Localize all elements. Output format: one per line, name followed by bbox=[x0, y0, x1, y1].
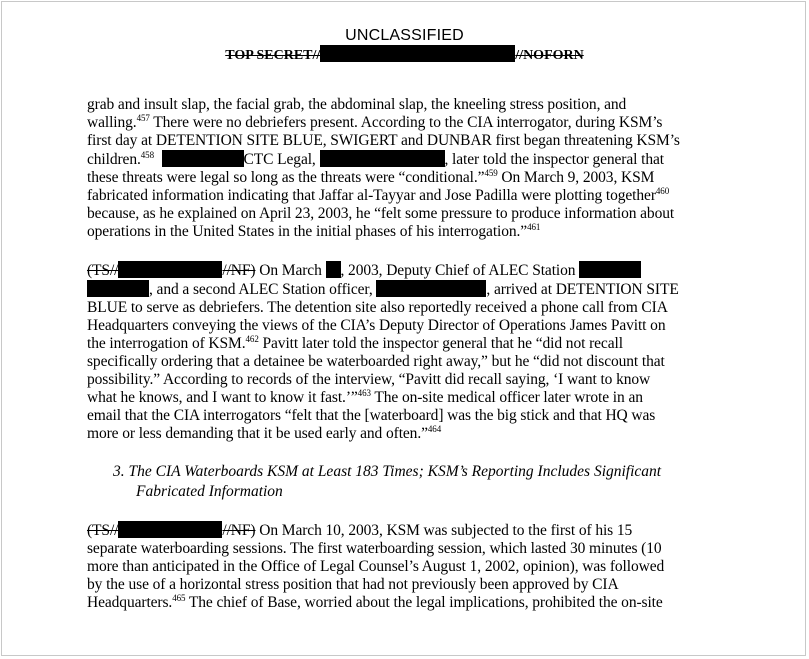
text-span: these threats were legal so long as the threats were “conditional.” bbox=[87, 169, 485, 186]
text-span: walling. bbox=[87, 114, 137, 131]
footnote-ref: 460 bbox=[655, 186, 670, 196]
text-line bbox=[87, 187, 727, 205]
text-line: first day at DETENTION SITE BLUE, SWIGERT and DUNBAR first began threatening KSM’s bbox=[87, 132, 680, 149]
redaction-block bbox=[118, 521, 222, 538]
text-line bbox=[87, 389, 727, 407]
heading-line: 3. The CIA Waterboards KSM at Least 183 Times; KSM’s Reporting Includes Significant bbox=[113, 463, 662, 480]
text-span: what he knows, and I want to know it fast.’” bbox=[87, 389, 358, 406]
text-span: fabricated information indicating that Jaffar al-Tayyar and Jose Padilla were plotting together bbox=[87, 187, 656, 204]
redaction-block bbox=[320, 150, 445, 167]
text-line bbox=[87, 594, 727, 612]
footnote-ref: 458 bbox=[140, 150, 154, 160]
text-line: BLUE to serve as debriefers. The detention site also reportedly received a phone call from CIA bbox=[87, 299, 668, 316]
text-span: On March 10, 2003, KSM was subjected to the first of his 15 bbox=[255, 522, 633, 539]
text-span: the interrogation of KSM. bbox=[87, 335, 246, 352]
text-line bbox=[87, 150, 727, 169]
text-span: , and a second ALEC Station officer, bbox=[149, 281, 373, 298]
text-line: Headquarters conveying the views of the CIA’s Deputy Director of Operations James Pavitt on bbox=[87, 317, 666, 334]
classification-left: TOP SECRET// bbox=[225, 48, 321, 63]
text-line bbox=[87, 169, 727, 187]
classification-banner: UNCLASSIFIED bbox=[345, 27, 464, 44]
classification-marking: (TS// bbox=[87, 522, 119, 539]
footnote-ref: 461 bbox=[527, 222, 541, 232]
text-span: Headquarters. bbox=[87, 594, 173, 611]
footnote-ref: 457 bbox=[136, 113, 150, 123]
text-span: more or less demanding that it be used early and often.” bbox=[87, 425, 428, 442]
classification-marking: //NF) bbox=[222, 522, 256, 539]
text-line: by the use of a horizontal stress position that had not previously been approved by CIA bbox=[87, 576, 619, 593]
redaction-block bbox=[326, 261, 341, 278]
classification-line bbox=[0, 45, 809, 64]
footnote-ref: 459 bbox=[484, 168, 498, 178]
text-span: , arrived at DETENTION SITE bbox=[486, 281, 679, 298]
paragraph-2 bbox=[87, 261, 727, 443]
text-span: The chief of Base, worried about the legal implications, prohibited the on-site bbox=[185, 594, 663, 611]
redaction-block bbox=[320, 45, 515, 62]
text-line bbox=[87, 261, 727, 280]
redaction-block bbox=[118, 261, 222, 278]
text-line: grab and insult slap, the facial grab, the abdominal slap, the kneeling stress position, and bbox=[87, 96, 627, 113]
redaction-block bbox=[579, 261, 641, 278]
footnote-ref: 463 bbox=[357, 388, 371, 398]
text-span: operations in the United States in the initial phases of his interrogation.” bbox=[87, 223, 528, 240]
footnote-ref: 462 bbox=[245, 334, 259, 344]
text-span: There were no debriefers present. According to the CIA interrogator, during KSM’s bbox=[149, 114, 663, 131]
text-line bbox=[87, 223, 727, 241]
text-line: because, as he explained on April 23, 2003, he “felt some pressure to produce information about bbox=[87, 205, 675, 222]
text-span: On March bbox=[255, 262, 326, 279]
text-line bbox=[87, 114, 727, 132]
text-line: email that the CIA interrogators “felt that the [waterboard] was the big stick and that HQ was bbox=[87, 407, 656, 424]
text-line: separate waterboarding sessions. The first waterboarding session, which lasted 30 minutes (10 bbox=[87, 540, 662, 557]
text-span: children. bbox=[87, 151, 141, 168]
footnote-ref: 465 bbox=[172, 593, 186, 603]
text-span: Pavitt later told the inspector general that he “did not recall bbox=[258, 335, 623, 352]
text-span: CTC Legal, bbox=[243, 151, 316, 168]
text-span: , later told the inspector general that bbox=[444, 151, 664, 168]
redaction-block bbox=[376, 280, 486, 297]
text-line: specifically ordering that a detainee be waterboarded right away,” but he “did not discount that bbox=[87, 353, 665, 370]
section-heading bbox=[113, 462, 753, 502]
text-line bbox=[87, 335, 727, 353]
paragraph-3 bbox=[87, 521, 727, 612]
text-span: On March 9, 2003, KSM bbox=[497, 169, 655, 186]
text-span: , 2003, Deputy Chief of ALEC Station bbox=[340, 262, 576, 279]
text-line bbox=[87, 521, 727, 540]
text-line: more than anticipated in the Office of Legal Counsel’s August 1, 2002, opinion), was followed bbox=[87, 558, 665, 575]
text-line bbox=[87, 280, 727, 299]
footnote-ref: 464 bbox=[427, 424, 442, 434]
text-line: possibility.” According to records of the interview, “Pavitt did recall saying, ‘I want to know bbox=[87, 371, 651, 388]
heading-line: Fabricated Information bbox=[136, 483, 283, 500]
redaction-block bbox=[87, 280, 149, 297]
text-span: The on-site medical officer later wrote in an bbox=[370, 389, 643, 406]
text-line bbox=[87, 425, 727, 443]
redaction-block bbox=[162, 150, 244, 167]
classification-marking: (TS// bbox=[87, 262, 119, 279]
classification-right: //NOFORN bbox=[515, 48, 584, 63]
paragraph-1 bbox=[87, 96, 727, 241]
classification-marking: //NF) bbox=[222, 262, 256, 279]
